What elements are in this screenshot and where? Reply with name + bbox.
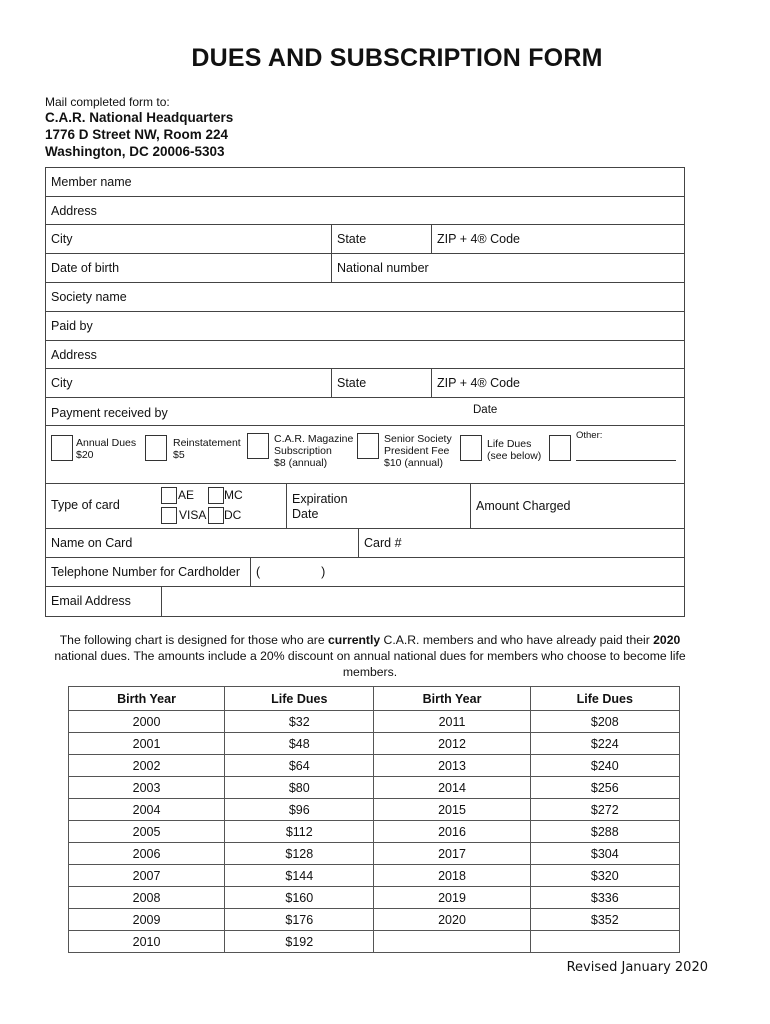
- table-cell: 2019: [374, 887, 530, 909]
- intro-text-2: C.A.R. members and who have already paid their: [380, 633, 654, 647]
- payer-city-state-zip-row: [46, 369, 684, 398]
- hq-city: Washington, DC 20006-5303: [45, 144, 225, 159]
- paid-by-row[interactable]: [46, 312, 684, 341]
- expiration-date-field[interactable]: [286, 484, 470, 528]
- payer-city-label: City: [51, 376, 73, 390]
- payer-state-label: State: [337, 376, 367, 390]
- table-cell: $336: [530, 887, 679, 909]
- magazine-checkbox[interactable]: [247, 433, 269, 459]
- card-number-label: Card #: [364, 536, 402, 550]
- table-row: [69, 755, 680, 777]
- payer-state-field[interactable]: [331, 369, 431, 397]
- telephone-row: [46, 558, 684, 587]
- other-amount-line[interactable]: [576, 460, 676, 461]
- other-label: Other:: [576, 430, 603, 441]
- payer-zip-label: ZIP + 4® Code: [437, 376, 520, 390]
- reinstatement-checkbox[interactable]: [145, 435, 167, 461]
- telephone-label: Telephone Number for Cardholder: [51, 565, 240, 579]
- member-name-row[interactable]: [46, 168, 684, 197]
- table-cell: 2020: [374, 909, 530, 931]
- senior-president-price: $10 (annual): [384, 457, 443, 469]
- table-cell: 2010: [69, 931, 225, 953]
- payer-zip-field[interactable]: [431, 369, 686, 397]
- table-cell: $112: [225, 821, 374, 843]
- intro-bold-year: 2020: [653, 633, 681, 647]
- table-cell: $176: [225, 909, 374, 931]
- table-cell: $240: [530, 755, 679, 777]
- table-cell: 2004: [69, 799, 225, 821]
- table-cell: 2008: [69, 887, 225, 909]
- table-cell: $64: [225, 755, 374, 777]
- mc-label: MC: [224, 488, 243, 502]
- telephone-open-paren: (: [256, 565, 261, 579]
- table-row: [69, 887, 680, 909]
- table-cell: 2016: [374, 821, 530, 843]
- reinstatement-label: Reinstatement: [173, 437, 241, 449]
- table-cell: $256: [530, 777, 679, 799]
- payer-city-field[interactable]: [46, 369, 331, 397]
- zip-field[interactable]: [431, 225, 686, 253]
- intro-text-1: The following chart is designed for those who are: [59, 633, 328, 647]
- email-row: [46, 587, 684, 616]
- table-cell: $80: [225, 777, 374, 799]
- state-label: State: [337, 232, 367, 246]
- table-cell: 2015: [374, 799, 530, 821]
- revision-note: Revised January 2020: [566, 960, 708, 975]
- senior-president-label: Senior Society: [384, 433, 452, 445]
- life-dues-table: [68, 686, 680, 953]
- dob-field[interactable]: [46, 254, 331, 282]
- society-name-label: Society name: [51, 290, 127, 304]
- ae-checkbox[interactable]: [161, 487, 177, 504]
- city-label: City: [51, 232, 73, 246]
- table-cell: $192: [225, 931, 374, 953]
- mc-checkbox[interactable]: [208, 487, 224, 504]
- table-cell: 2002: [69, 755, 225, 777]
- table-cell: [374, 931, 530, 953]
- table-cell: $128: [225, 843, 374, 865]
- header-birth-year-1: Birth Year: [69, 687, 225, 711]
- table-cell: 2011: [374, 711, 530, 733]
- reinstatement-option: [173, 437, 241, 461]
- amount-charged-label: Amount Charged: [476, 499, 571, 513]
- magazine-option: [274, 433, 353, 469]
- table-cell: 2003: [69, 777, 225, 799]
- payment-received-row[interactable]: [46, 398, 684, 426]
- table-cell: 2000: [69, 711, 225, 733]
- header-life-dues-1: Life Dues: [225, 687, 374, 711]
- address-row[interactable]: [46, 197, 684, 225]
- life-dues-label: Life Dues: [487, 438, 532, 450]
- table-cell: $32: [225, 711, 374, 733]
- name-on-card-field[interactable]: [46, 529, 358, 557]
- magazine-label-2: Subscription: [274, 445, 332, 457]
- table-row: [69, 777, 680, 799]
- zip-label: ZIP + 4® Code: [437, 232, 520, 246]
- table-cell: 2006: [69, 843, 225, 865]
- table-cell: 2013: [374, 755, 530, 777]
- intro-text-3: national dues. The amounts include a 20% discount on annual national dues for members who choose to become life members.: [54, 649, 686, 679]
- card-number-field[interactable]: [358, 529, 686, 557]
- table-cell: $288: [530, 821, 679, 843]
- amount-charged-field[interactable]: [470, 484, 686, 528]
- table-cell: $48: [225, 733, 374, 755]
- email-field[interactable]: [161, 587, 686, 616]
- hq-street: 1776 D Street NW, Room 224: [45, 127, 229, 142]
- table-row: [69, 799, 680, 821]
- table-cell: 2007: [69, 865, 225, 887]
- table-cell: 2012: [374, 733, 530, 755]
- table-cell: 2017: [374, 843, 530, 865]
- telephone-close-paren: ): [321, 565, 326, 579]
- dob-label: Date of birth: [51, 261, 120, 275]
- city-state-zip-row: [46, 225, 684, 254]
- table-row: [69, 843, 680, 865]
- dues-form: [45, 167, 685, 617]
- senior-president-label-2: President Fee: [384, 445, 450, 457]
- paid-by-label: Paid by: [51, 319, 93, 333]
- table-cell: $96: [225, 799, 374, 821]
- form-title: DUES AND SUBSCRIPTION FORM: [191, 44, 603, 72]
- date-label: Date: [473, 404, 498, 416]
- name-on-card-label: Name on Card: [51, 536, 133, 550]
- header-birth-year-2: Birth Year: [374, 687, 530, 711]
- annual-dues-label: Annual Dues: [76, 437, 137, 449]
- card-type-row: [46, 484, 684, 529]
- magazine-price: $8 (annual): [274, 457, 328, 469]
- table-cell: $160: [225, 887, 374, 909]
- card-name-number-row: [46, 529, 684, 558]
- dc-label: DC: [224, 508, 242, 522]
- table-cell: 2018: [374, 865, 530, 887]
- table-row: [69, 711, 680, 733]
- annual-dues-option: [76, 437, 136, 461]
- life-dues-option: [487, 438, 541, 462]
- life-dues-intro: [40, 632, 700, 680]
- intro-bold-currently: currently: [328, 633, 381, 647]
- magazine-label: C.A.R. Magazine: [274, 433, 354, 445]
- reinstatement-price: $5: [173, 449, 185, 461]
- table-cell: 2014: [374, 777, 530, 799]
- life-dues-checkbox[interactable]: [460, 435, 482, 461]
- table-cell: $224: [530, 733, 679, 755]
- table-row: [69, 931, 680, 953]
- dc-checkbox[interactable]: [208, 507, 224, 524]
- society-name-row[interactable]: [46, 283, 684, 312]
- table-cell: 2009: [69, 909, 225, 931]
- table-cell: 2005: [69, 821, 225, 843]
- table-cell: $320: [530, 865, 679, 887]
- table-cell: 2001: [69, 733, 225, 755]
- expiration-label: Expiration: [292, 492, 348, 506]
- payment-received-label: Payment received by: [51, 406, 168, 420]
- visa-checkbox[interactable]: [161, 507, 177, 524]
- header-life-dues-2: Life Dues: [530, 687, 679, 711]
- table-cell: $304: [530, 843, 679, 865]
- annual-dues-price: $20: [76, 449, 94, 461]
- table-cell: $208: [530, 711, 679, 733]
- visa-label: VISA: [179, 508, 207, 522]
- senior-president-checkbox[interactable]: [357, 433, 379, 459]
- other-checkbox[interactable]: [549, 435, 571, 461]
- table-row: [69, 821, 680, 843]
- card-type-label: Type of card: [51, 498, 120, 512]
- mail-label: Mail completed form to:: [45, 95, 170, 109]
- payer-address-row[interactable]: [46, 341, 684, 369]
- dob-national-row: [46, 254, 684, 283]
- national-number-label: National number: [337, 261, 429, 275]
- table-row: [69, 733, 680, 755]
- email-label: Email Address: [51, 594, 131, 608]
- life-dues-note: (see below): [487, 450, 542, 462]
- national-number-field[interactable]: [331, 254, 686, 282]
- payer-address-label: Address: [51, 348, 97, 362]
- expiration-label-2: Date: [292, 507, 319, 521]
- table-cell: [530, 931, 679, 953]
- hq-name: C.A.R. National Headquarters: [45, 110, 234, 125]
- table-cell: $272: [530, 799, 679, 821]
- member-name-label: Member name: [51, 175, 132, 189]
- ae-label: AE: [178, 488, 195, 502]
- city-field[interactable]: [46, 225, 331, 253]
- payment-options-row: [46, 426, 684, 484]
- telephone-field[interactable]: [250, 558, 686, 586]
- state-field[interactable]: [331, 225, 431, 253]
- table-row: [69, 865, 680, 887]
- table-cell: $352: [530, 909, 679, 931]
- table-row: [69, 909, 680, 931]
- life-table-header-row: [69, 687, 680, 711]
- senior-president-option: [384, 433, 452, 469]
- address-label: Address: [51, 204, 97, 218]
- annual-dues-checkbox[interactable]: [51, 435, 73, 461]
- table-cell: $144: [225, 865, 374, 887]
